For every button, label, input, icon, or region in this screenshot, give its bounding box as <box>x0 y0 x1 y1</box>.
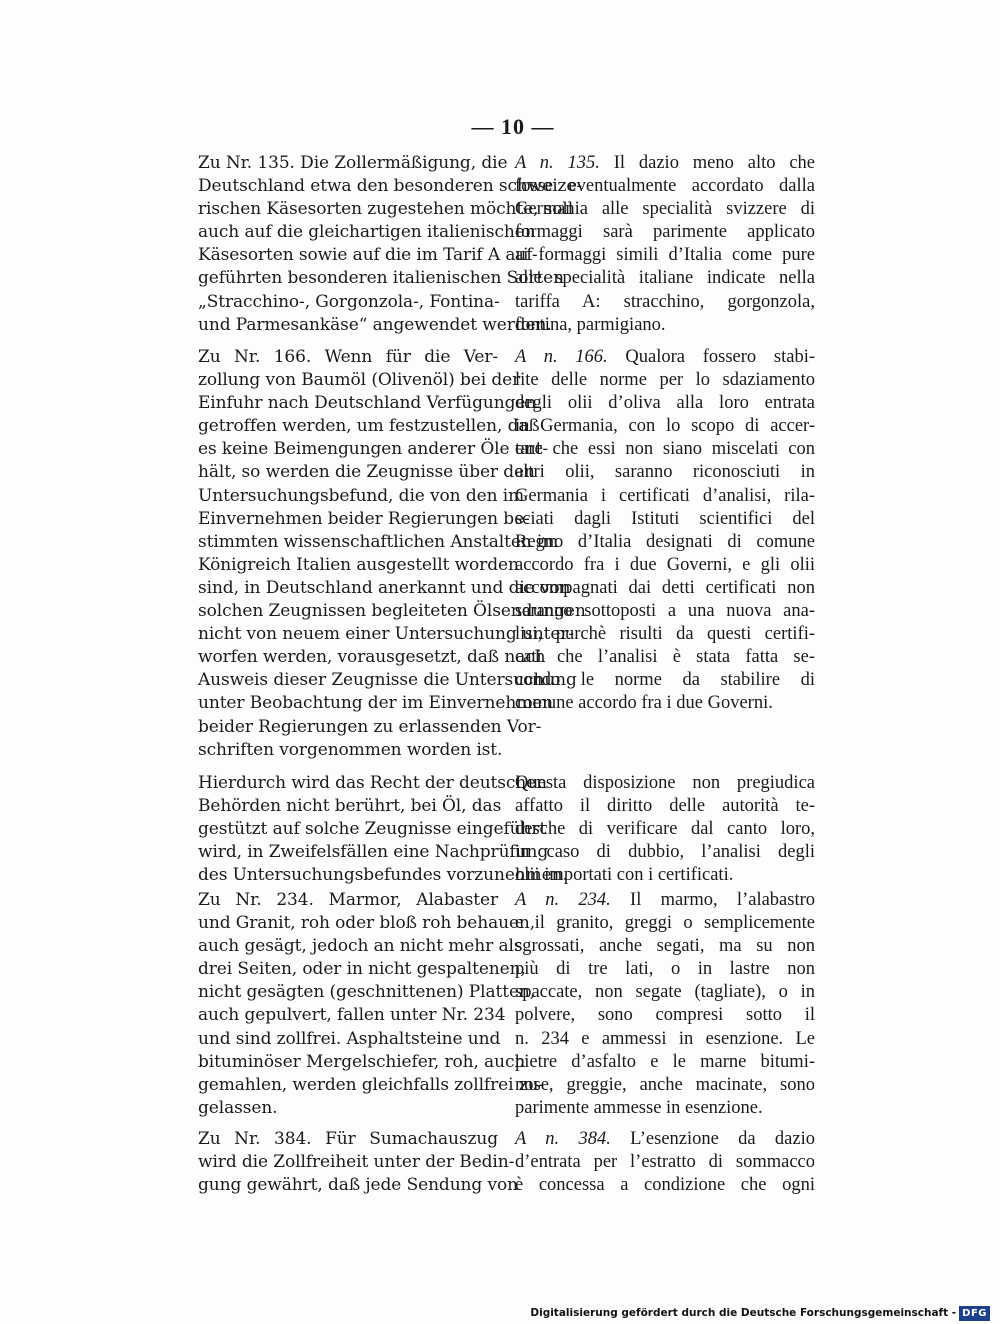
text-fragment: Il dazio meno alto che <box>599 153 815 173</box>
text-line: gelassen. <box>198 1097 278 1118</box>
italian-paragraph-135 <box>515 152 815 337</box>
text-line: tare che essi non siano miscelati con <box>515 439 815 460</box>
text-line: es keine Beimengungen anderer Öle ent- <box>198 439 548 460</box>
text-line: sgrossati, anche segati, ma su non <box>515 936 815 957</box>
text-line: stimmten wissenschaftlichen Anstalten im <box>198 531 559 552</box>
text-fragment: L’esenzione da dazio <box>610 1129 815 1149</box>
text-line: Käsesorten sowie auf die im Tarif A auf- <box>198 245 538 266</box>
text-line: Behörden nicht berührt, bei Öl, das <box>198 796 502 817</box>
text-fragment: Il marmo, l’alabastro <box>610 890 816 910</box>
text-line: „Stracchino-, Gorgonzola-, Fontina- <box>198 291 500 312</box>
dfg-logo-icon: DFG <box>959 1306 990 1321</box>
text-line: comune accordo fra i due Governi. <box>515 693 773 714</box>
text-line: und Granit, roh oder bloß roh behauen, <box>198 913 536 934</box>
text-line: Germania alle specialità svizzere di <box>515 199 815 220</box>
text-line: fontina, parmigiano. <box>515 314 666 335</box>
text-line: nicht gesägten (geschnittenen) Platten, <box>198 982 536 1003</box>
text-line: è concessa a condizione che ogni <box>515 1175 815 1196</box>
text-line: in caso di dubbio, l’analisi degli <box>515 842 815 863</box>
text-line: beider Regierungen zu erlassenden Vor- <box>198 716 542 737</box>
text-line: in Germania, con lo scopo di accer- <box>515 416 815 437</box>
text-line: nicht von neuem einer Untersuchung unter- <box>198 624 575 645</box>
text-line <box>515 152 815 175</box>
text-line: auch auf die gleichartigen italienischen <box>198 222 536 243</box>
text-line: Zu Nr. 135. Die Zollermäßigung, die <box>198 153 508 173</box>
text-line: Einfuhr nach Deutschland Verfügungen <box>198 393 537 414</box>
text-line: cati che l’analisi è stata fatta se- <box>515 647 815 668</box>
text-line: bituminöser Mergelschiefer, roh, auch <box>198 1051 526 1072</box>
text-line: sind, in Deutschland anerkannt und die von <box>198 577 571 598</box>
text-line: accompagnati dai detti certificati non <box>515 577 815 598</box>
text-line: Ausweis dieser Zeugnisse die Untersuchung <box>198 670 577 691</box>
text-line: Hierdurch wird das Recht der deutschen <box>198 773 547 793</box>
text-line: ai formaggi simili d’Italia come pure <box>515 245 815 266</box>
text-line: e il granito, greggi o semplicemente <box>515 913 815 934</box>
text-line: saranno sottoposti a una nuova ana- <box>515 601 815 622</box>
text-line: affatto il diritto delle autorità te- <box>515 796 815 817</box>
text-line: desche di verificare dal canto loro, <box>515 819 815 840</box>
text-line: nose, greggie, anche macinate, sono <box>515 1074 815 1095</box>
text-fragment: Qualora fossero stabi- <box>607 347 815 367</box>
text-line: accordo fra i due Governi, e gli olii <box>515 554 815 575</box>
text-line: gestützt auf solche Zeugnisse eingeführt <box>198 819 547 840</box>
text-line: Zu Nr. 234. Marmor, Alabaster <box>198 890 498 910</box>
text-line <box>515 1128 815 1151</box>
text-line: Deutschland etwa den besonderen schweize- <box>198 176 582 197</box>
text-line: auch gepulvert, fallen unter Nr. 234 <box>198 1005 506 1026</box>
text-line: d’entrata per l’estratto di sommacco <box>515 1152 815 1173</box>
text-line: drei Seiten, oder in nicht gespaltenen, <box>198 959 526 980</box>
text-line: schriften vorgenommen worden ist. <box>198 739 503 760</box>
text-line: geführten besonderen italienischen Sorten <box>198 268 564 289</box>
text-line: Germania i certificati d’analisi, rila- <box>515 485 815 506</box>
credit-text: Digitalisierung gefördert durch die Deutsche Forschungsgemeinschaft - <box>530 1307 957 1319</box>
text-line: und sind zollfrei. Asphaltsteine und <box>198 1028 501 1049</box>
text-line: sciati dagli Istituti scientifici del <box>515 508 815 529</box>
text-line: Zu Nr. 384. Für Sumachauszug <box>198 1129 498 1149</box>
text-line: getroffen werden, um festzustellen, daß <box>198 416 540 437</box>
text-line: polvere, sono compresi sotto il <box>515 1005 815 1026</box>
text-line: olii importati con i certificati. <box>515 865 734 886</box>
text-line: des Untersuchungsbefundes vorzunehmen. <box>198 865 568 886</box>
text-line: worfen werden, vorausgesetzt, daß nach <box>198 647 546 668</box>
italian-paragraph-384 <box>515 1128 815 1197</box>
text-line: Königreich Italien ausgestellt worden <box>198 554 519 575</box>
text-line: condo le norme da stabilire di <box>515 670 815 691</box>
text-line: lisi, purchè risulti da questi certifi- <box>515 624 815 645</box>
german-paragraph-384 <box>198 1128 518 1197</box>
text-line: Zu Nr. 166. Wenn für die Ver- <box>198 347 498 367</box>
text-line: formaggi sarà parimente applicato <box>515 222 815 243</box>
article-reference: A n. 135. <box>515 153 600 173</box>
italian-paragraph-166 <box>515 346 815 716</box>
text-line: auch gesägt, jedoch an nicht mehr als <box>198 936 523 957</box>
text-line: zollung von Baumöl (Olivenöl) bei der <box>198 370 521 391</box>
text-line: gemahlen, werden gleichfalls zollfrei zu- <box>198 1074 545 1095</box>
text-line: pietre d’asfalto e le marne bitumi- <box>515 1051 815 1072</box>
text-line: parimente ammesse in esenzione. <box>515 1097 763 1118</box>
text-line: solchen Zeugnissen begleiteten Ölsendungen <box>198 601 586 622</box>
text-line: spaccate, non segate (tagliate), o in <box>515 982 815 1003</box>
article-reference: A n. 234. <box>515 890 611 910</box>
text-line: rischen Käsesorten zugestehen möchte, soll <box>198 199 574 220</box>
text-line: und Parmesankäse“ angewendet werden. <box>198 314 552 335</box>
page-number: — 10 — <box>471 114 555 139</box>
text-line: Questa disposizione non pregiudica <box>515 773 815 793</box>
italian-paragraph-234 <box>515 889 815 1120</box>
text-line: fosse eventualmente accordato dalla <box>515 176 815 197</box>
text-line: gung gewährt, daß jede Sendung von <box>198 1175 518 1196</box>
digitization-credit <box>530 1304 990 1322</box>
text-line: tariffa A: stracchino, gorgonzola, <box>515 291 815 312</box>
text-line: n. 234 e ammessi in esenzione. Le <box>515 1028 815 1049</box>
text-line: wird, in Zweifelsfällen eine Nachprüfung <box>198 842 549 863</box>
text-line: alle specialità italiane indicate nella <box>515 268 815 289</box>
text-line: degli olii d’oliva alla loro entrata <box>515 393 815 414</box>
text-line: unter Beobachtung der im Einvernehmen <box>198 693 554 714</box>
text-line <box>515 889 815 912</box>
text-line: Regno d’Italia designati di comune <box>515 531 815 552</box>
italian-paragraph-questa <box>515 772 815 887</box>
text-line: altri olii, saranno riconosciuti in <box>515 462 815 483</box>
text-line: più di tre lati, o in lastre non <box>515 959 815 980</box>
article-reference: A n. 384. <box>515 1129 611 1149</box>
article-reference: A n. 166. <box>515 347 608 367</box>
text-line <box>515 346 815 369</box>
text-line: lite delle norme per lo sdaziamento <box>515 370 815 391</box>
text-line: Untersuchungsbefund, die von den im <box>198 485 525 506</box>
text-line: Einvernehmen beider Regierungen be- <box>198 508 530 529</box>
german-paragraph-hierdurch <box>198 772 568 887</box>
text-line: wird die Zollfreiheit unter der Bedin- <box>198 1152 515 1173</box>
text-line: hält, so werden die Zeugnisse über den <box>198 462 535 483</box>
german-paragraph-234 <box>198 889 545 1120</box>
